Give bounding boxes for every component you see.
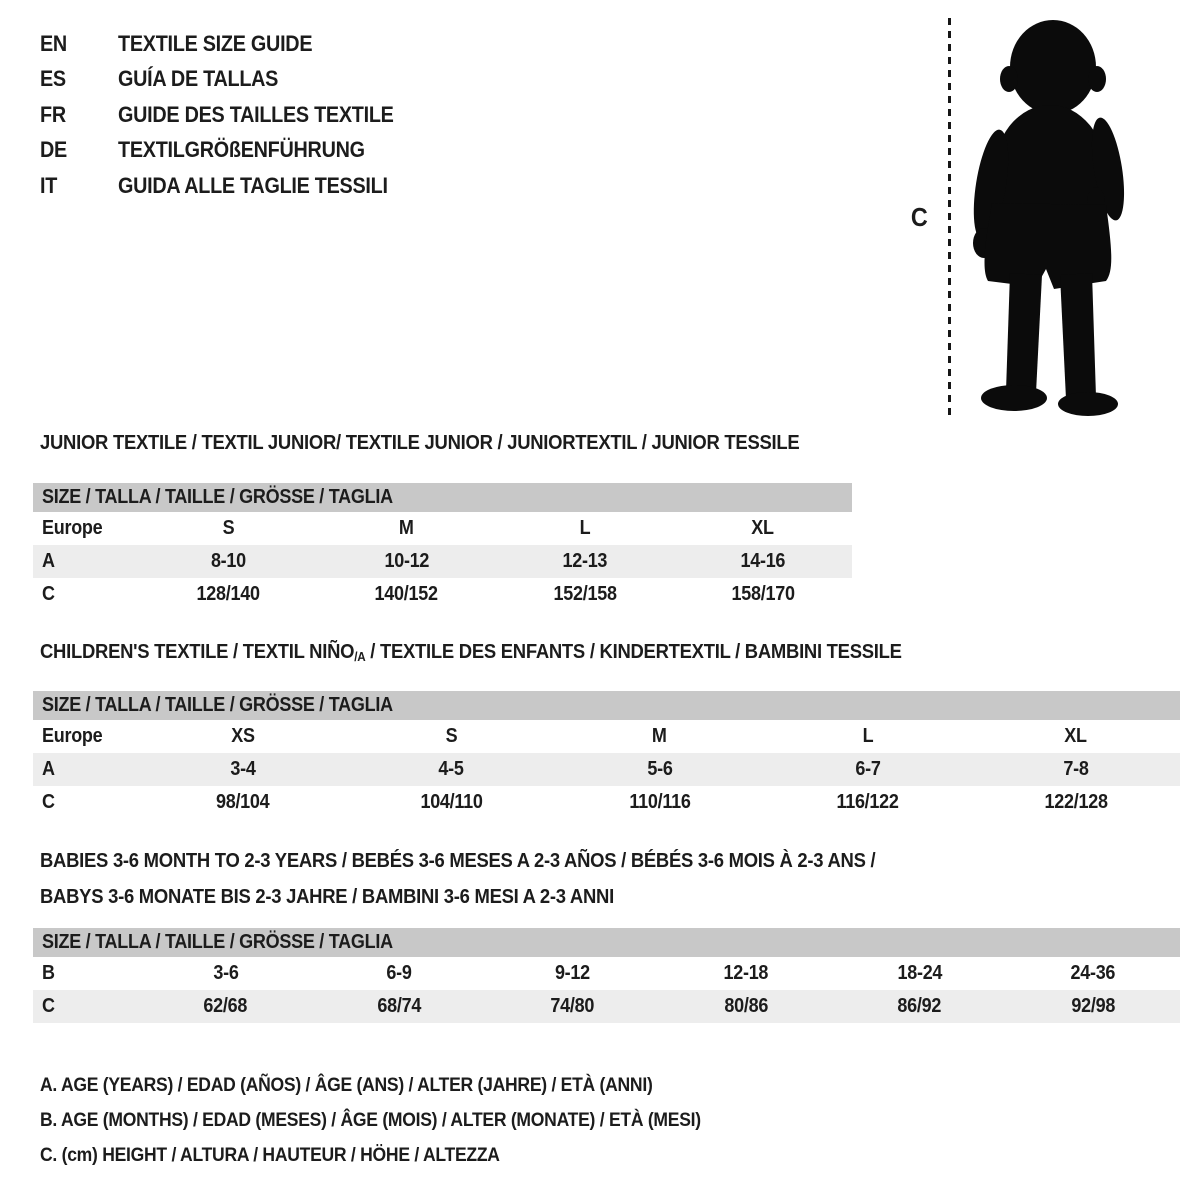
table-header-band: SIZE / TALLA / TAILLE / GRÖSSE / TAGLIA (33, 691, 1180, 720)
size-cell: S (445, 725, 458, 747)
age-cell: 6-7 (855, 758, 881, 780)
height-cell: 80/86 (724, 995, 769, 1017)
height-cell: 98/104 (216, 791, 270, 813)
age-cell: 14-16 (740, 550, 786, 572)
table-row (33, 990, 1180, 1023)
age-months-cell: 6-9 (386, 962, 412, 984)
legend-line-a: A. AGE (YEARS) / EDAD (AÑOS) / ÂGE (ANS) / ALTER (JAHRE) / ETÀ (ANNI) (40, 1074, 653, 1096)
title-text: CHILDREN'S TEXTILE / TEXTIL NIÑO (40, 640, 355, 663)
age-cell: 3-4 (230, 758, 256, 780)
language-label: GUIDA ALLE TAGLIE TESSILI (118, 172, 388, 198)
size-cell: M (652, 725, 667, 747)
age-months-cell: 9-12 (555, 962, 591, 984)
row-label: C (42, 791, 55, 813)
language-code: ES (40, 66, 66, 92)
title-text: / TEXTILE DES ENFANTS / KINDERTEXTIL / BAMBINI TESSILE (365, 640, 902, 663)
height-cell: 62/68 (203, 995, 248, 1017)
legend-line-b: B. AGE (MONTHS) / EDAD (MESES) / ÂGE (MOIS) / ALTER (MONATE) / ETÀ (MESI) (40, 1109, 701, 1131)
table-row (33, 753, 1180, 786)
table-header-band: SIZE / TALLA / TAILLE / GRÖSSE / TAGLIA (33, 483, 852, 512)
age-cell: 4-5 (438, 758, 464, 780)
language-list (40, 26, 424, 204)
language-code: IT (40, 172, 58, 198)
age-months-cell: 3-6 (213, 962, 239, 984)
language-label: TEXTILE SIZE GUIDE (118, 30, 313, 56)
size-cell: S (222, 517, 234, 539)
children-size-table (33, 691, 1180, 819)
height-measure-label: C (910, 202, 928, 232)
row-label: Europe (42, 725, 103, 747)
title-line-2: BABYS 3-6 MONATE BIS 2-3 JAHRE / BAMBINI 3-6 MESI A 2-3 ANNI (40, 885, 614, 908)
section-title-junior: JUNIOR TEXTILE / TEXTIL JUNIOR/ TEXTILE JUNIOR / JUNIORTEXTIL / JUNIOR TESSILE (40, 431, 800, 454)
size-cell: M (399, 517, 414, 539)
language-row-es (40, 62, 424, 98)
height-cell: 92/98 (1071, 995, 1116, 1017)
size-cell: XS (231, 725, 255, 747)
language-label: GUIDE DES TAILLES TEXTILE (118, 101, 394, 127)
language-row-it (40, 168, 424, 204)
table-row (33, 957, 1180, 990)
row-label: C (42, 583, 55, 605)
size-cell: L (862, 725, 874, 747)
row-label: Europe (42, 517, 103, 539)
height-cell: 128/140 (196, 583, 260, 605)
table-row (33, 578, 852, 611)
table-row (33, 545, 852, 578)
junior-size-table (33, 483, 852, 611)
height-cell: 158/170 (731, 583, 795, 605)
height-cell: 74/80 (550, 995, 595, 1017)
legend-line-c: C. (cm) HEIGHT / ALTURA / HAUTEUR / HÖHE / ALTEZZA (40, 1144, 500, 1166)
row-label: B (42, 962, 55, 984)
language-code: FR (40, 101, 66, 127)
height-cell: 110/116 (628, 791, 691, 813)
age-months-cell: 12-18 (723, 962, 769, 984)
language-label: TEXTILGRÖßENFÜHRUNG (118, 137, 365, 163)
age-cell: 10-12 (384, 550, 429, 572)
language-code: EN (40, 30, 67, 56)
age-cell: 5-6 (646, 758, 673, 780)
section-title-children (40, 640, 997, 664)
height-cell: 116/122 (836, 791, 899, 813)
language-row-de (40, 133, 424, 169)
language-code: DE (40, 137, 67, 163)
row-label: C (42, 995, 55, 1017)
table-row (33, 720, 1180, 753)
height-cell: 68/74 (377, 995, 422, 1017)
size-cell: XL (1064, 725, 1088, 747)
legend (40, 1068, 774, 1173)
babies-size-table (33, 928, 1180, 1023)
age-months-cell: 18-24 (897, 962, 943, 984)
height-cell: 104/110 (420, 791, 483, 813)
language-row-fr (40, 97, 424, 133)
size-cell: XL (751, 517, 775, 539)
title-subscript: /A (354, 649, 366, 664)
table-row (33, 786, 1180, 819)
height-cell: 140/152 (374, 583, 438, 605)
height-cell: 86/92 (897, 995, 942, 1017)
height-cell: 152/158 (553, 583, 617, 605)
size-cell: L (579, 517, 590, 539)
row-label: A (42, 550, 55, 572)
language-row-en (40, 26, 424, 62)
age-cell: 8-10 (210, 550, 246, 572)
section-title-babies (40, 843, 968, 915)
table-row (33, 512, 852, 545)
title-line-1: BABIES 3-6 MONTH TO 2-3 YEARS / BEBÉS 3-6 MESES A 2-3 AÑOS / BÉBÉS 3-6 MOIS À 2-3 ANS / (40, 849, 876, 872)
height-measure-dashed-line (948, 18, 951, 416)
age-cell: 7-8 (1063, 758, 1089, 780)
toddler-silhouette-image (960, 13, 1136, 417)
row-label: A (42, 758, 55, 780)
table-header-band: SIZE / TALLA / TAILLE / GRÖSSE / TAGLIA (33, 928, 1180, 957)
age-months-cell: 24-36 (1070, 962, 1116, 984)
height-cell: 122/128 (1044, 791, 1108, 813)
age-cell: 12-13 (562, 550, 607, 572)
language-label: GUÍA DE TALLAS (118, 66, 279, 92)
